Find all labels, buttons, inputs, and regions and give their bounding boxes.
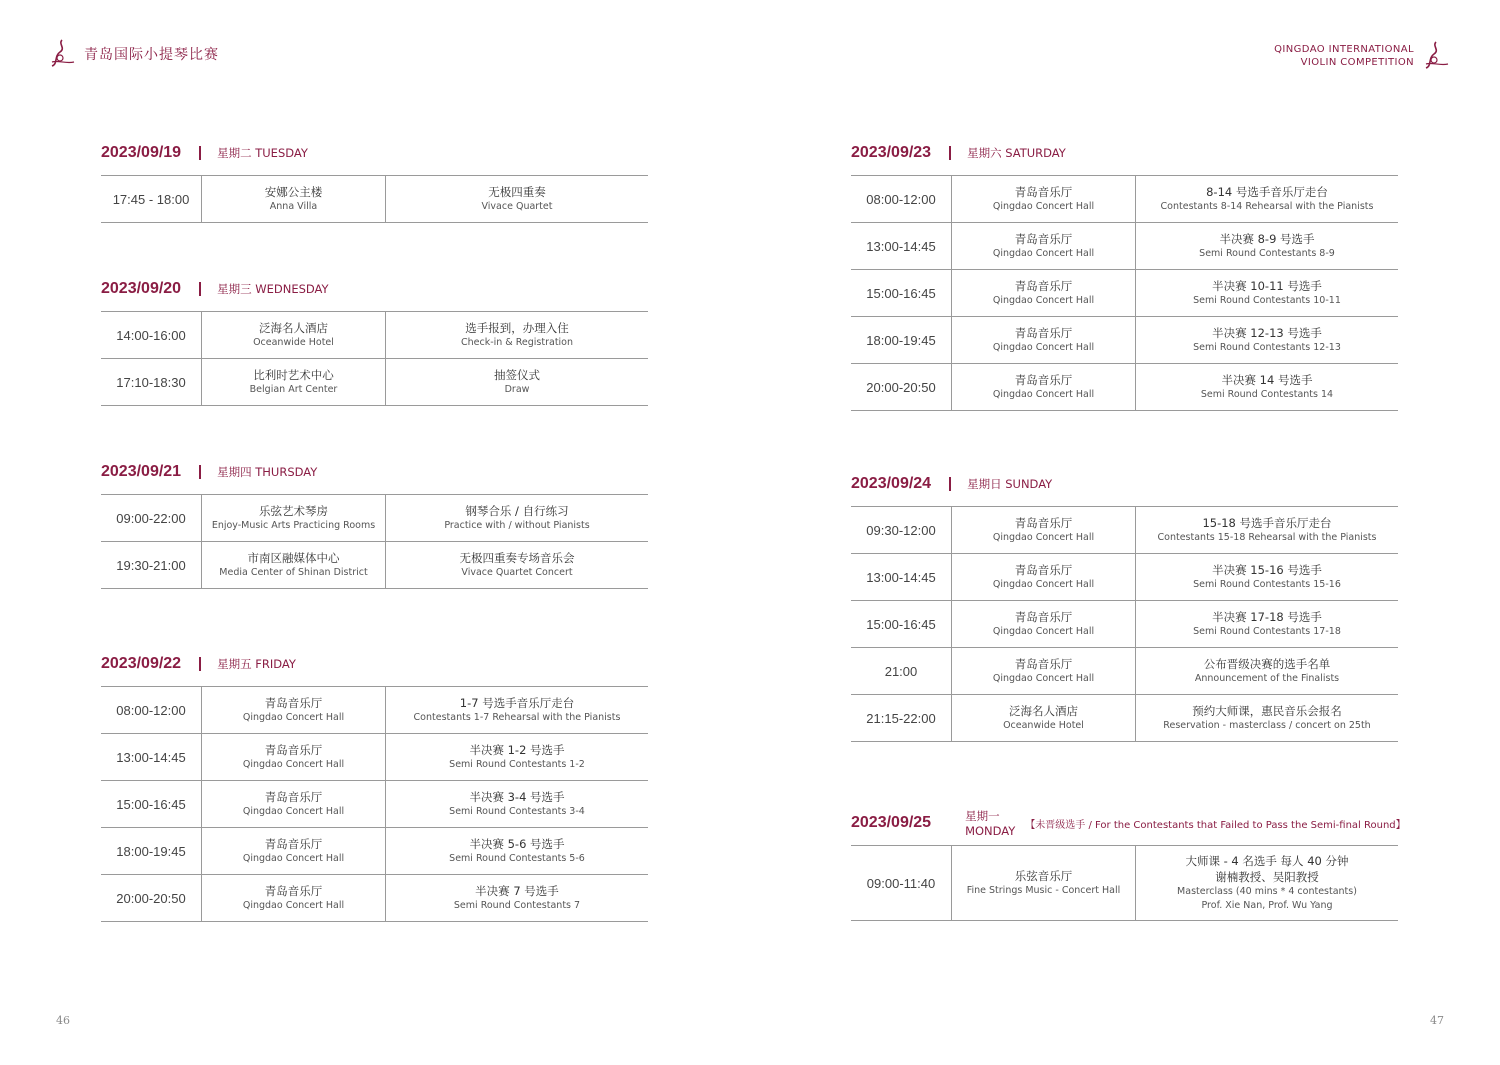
day-divider [199,465,201,479]
venue-cell [202,495,386,542]
day-block [101,276,648,406]
day-divider [949,477,951,491]
venue-en: Qingdao Concert Hall [992,673,1095,684]
schedule-table [101,686,648,922]
event-cell [386,176,649,223]
schedule-table [101,494,648,589]
competition-title-cn: 青岛国际小提琴比赛 [84,47,219,63]
venue-cell [952,270,1136,317]
event-en-2: Prof. Xie Nan, Prof. Wu Yang [1201,900,1333,911]
schedule-table [101,311,648,406]
event-en: Semi Round Contestants 12-13 [1193,342,1341,353]
event-cn: 半决赛 14 号选手 [1221,373,1313,387]
day-header [101,140,648,166]
day-note: 【未晋级选手 / For the Contestants that Failed to Pass the Semi-final Round】 [1025,819,1406,831]
event-cn: 半决赛 12-13 号选手 [1212,326,1322,340]
day-header [101,459,648,485]
venue-cn: 青岛音乐厅 [1014,563,1073,577]
schedule-row [851,317,1398,364]
event-cn: 半决赛 17-18 号选手 [1212,610,1322,624]
day-divider [199,282,201,296]
day-block [851,809,1406,921]
time-cell: 18:00-19:45 [851,317,952,364]
time-cell: 09:30-12:00 [851,507,952,554]
venue-cell [952,317,1136,364]
venue-cell [952,695,1136,742]
page-number-right: 47 [1430,1014,1444,1027]
schedule-table [851,845,1398,921]
day-header [101,651,648,677]
venue-en: Qingdao Concert Hall [992,626,1095,637]
event-cell [386,875,649,922]
schedule-row [101,359,648,406]
day-date: 2023/09/24 [851,475,932,492]
venue-en: Oceanwide Hotel [1003,720,1084,731]
event-cn: 半决赛 3-4 号选手 [469,790,565,804]
venue-cn: 泛海名人酒店 [1009,704,1078,718]
schedule-row [101,875,648,922]
time-cell: 21:15-22:00 [851,695,952,742]
venue-cell [202,875,386,922]
day-date: 2023/09/21 [101,463,182,480]
venue-cell [952,176,1136,223]
schedule-table [851,506,1398,742]
venue-cell [202,687,386,734]
schedule-row [101,176,648,223]
venue-cell [952,364,1136,411]
venue-en: Qingdao Concert Hall [992,579,1095,590]
venue-cn: 青岛音乐厅 [1014,610,1073,624]
event-cn: 选手报到，办理入住 [465,321,569,335]
event-cn: 大师课 - 4 名选手 每人 40 分钟 [1185,854,1349,868]
venue-en: Qingdao Concert Hall [242,759,345,770]
venue-en: Media Center of Shinan District [219,567,368,578]
venue-en: Qingdao Concert Hall [242,900,345,911]
schedule-row [851,601,1398,648]
event-cn: 公布晋级决赛的选手名单 [1203,657,1331,671]
event-en: Semi Round Contestants 3-4 [449,806,585,817]
venue-cn: 泛海名人酒店 [259,321,328,335]
event-cn: 半决赛 8-9 号选手 [1219,232,1315,246]
event-en: Contestants 8-14 Rehearsal with the Pianists [1160,201,1374,212]
venue-cn: 青岛音乐厅 [264,837,323,851]
schedule-row [851,554,1398,601]
venue-cell [952,507,1136,554]
schedule-row [101,495,648,542]
event-cell [1136,317,1399,364]
event-en: Practice with / without Pianists [444,520,590,531]
event-en: Semi Round Contestants 17-18 [1193,626,1341,637]
event-cn: 抽签仪式 [494,368,540,382]
venue-cn: 青岛音乐厅 [1014,279,1073,293]
schedule-table [851,175,1398,411]
venue-en: Oceanwide Hotel [253,337,334,348]
event-en: Semi Round Contestants 8-9 [1199,248,1335,259]
event-en: Check-in & Registration [460,337,574,348]
venue-en: Fine Strings Music - Concert Hall [966,885,1121,896]
event-cell [386,687,649,734]
event-cell [386,828,649,875]
venue-en: Qingdao Concert Hall [992,248,1095,259]
day-date: 2023/09/23 [851,144,932,161]
day-block [851,471,1398,742]
event-cn: 预约大师课，惠民音乐会报名 [1192,704,1342,718]
venue-en: Qingdao Concert Hall [992,201,1095,212]
event-cell [1136,695,1399,742]
time-cell: 13:00-14:45 [851,223,952,270]
time-cell: 15:00-16:45 [851,601,952,648]
venue-cell [202,176,386,223]
event-cell [1136,648,1399,695]
venue-cn: 青岛音乐厅 [1014,326,1073,340]
venue-en: Qingdao Concert Hall [992,342,1095,353]
venue-cn: 青岛音乐厅 [1014,516,1073,530]
venue-cn: 青岛音乐厅 [1014,657,1073,671]
day-weekday: 星期二 TUESDAY [217,146,308,160]
venue-en: Qingdao Concert Hall [992,389,1095,400]
event-cell [1136,270,1399,317]
venue-cell [202,828,386,875]
event-cn: 半决赛 10-11 号选手 [1212,279,1322,293]
venue-cn: 乐弦艺术琴房 [259,504,328,518]
day-date: 2023/09/25 [851,814,932,831]
event-cn: 无极四重奏专场音乐会 [459,551,575,565]
time-cell: 09:00-22:00 [101,495,202,542]
schedule-row [101,542,648,589]
time-cell: 19:30-21:00 [101,542,202,589]
brand-right [1274,40,1450,72]
event-en: Contestants 1-7 Rehearsal with the Pianists [413,712,621,723]
venue-cn: 市南区融媒体中心 [247,551,340,565]
venue-cn: 乐弦音乐厅 [1014,869,1073,883]
time-cell: 21:00 [851,648,952,695]
schedule-row [101,312,648,359]
day-weekday: 星期五 FRIDAY [217,657,296,671]
day-date: 2023/09/19 [101,144,182,161]
venue-cell [202,312,386,359]
venue-cell [952,846,1136,921]
venue-en: Anna Villa [269,201,318,212]
event-cell [386,734,649,781]
venue-cell [952,223,1136,270]
time-cell: 13:00-14:45 [101,734,202,781]
competition-title-en [1274,43,1414,69]
venue-cell [202,781,386,828]
venue-en: Qingdao Concert Hall [242,712,345,723]
event-en: Semi Round Contestants 15-16 [1193,579,1341,590]
venue-cn: 青岛音乐厅 [264,790,323,804]
event-cell [386,495,649,542]
venue-cn: 比利时艺术中心 [253,368,334,382]
time-cell: 20:00-20:50 [851,364,952,411]
venue-cell [952,648,1136,695]
day-weekday: 星期四 THURSDAY [217,465,318,479]
venue-en: Belgian Art Center [249,384,338,395]
venue-cn: 青岛音乐厅 [264,884,323,898]
venue-cell [952,601,1136,648]
day-date: 2023/09/20 [101,280,182,297]
day-header [851,809,1406,838]
event-cn: 1-7 号选手音乐厅走台 [459,696,575,710]
day-weekday: 星期三 WEDNESDAY [217,282,329,296]
event-en: Contestants 15-18 Rehearsal with the Pianists [1157,532,1377,543]
venue-cn: 青岛音乐厅 [1014,185,1073,199]
schedule-row [851,695,1398,742]
event-cell [386,312,649,359]
venue-cell [202,542,386,589]
event-en: Vivace Quartet Concert [461,567,573,578]
day-weekday: 星期六 SATURDAY [967,146,1066,160]
venue-en: Qingdao Concert Hall [992,532,1095,543]
brand-left [48,38,219,70]
event-cell [1136,223,1399,270]
schedule-row [851,223,1398,270]
event-cn: 半决赛 15-16 号选手 [1212,563,1322,577]
event-en: Draw [504,384,530,395]
venue-cn: 安娜公主楼 [264,185,323,199]
violin-logo-icon [48,38,76,70]
venue-cell [952,554,1136,601]
day-weekday: 星期一 MONDAY [965,809,1016,838]
time-cell: 20:00-20:50 [101,875,202,922]
venue-en: Qingdao Concert Hall [242,806,345,817]
time-cell: 18:00-19:45 [101,828,202,875]
event-cell [1136,364,1399,411]
schedule-row [101,734,648,781]
time-cell: 08:00-12:00 [101,687,202,734]
event-en: Masterclass (40 mins * 4 contestants) [1177,886,1357,897]
event-en: Vivace Quartet [481,201,553,212]
event-cell [386,359,649,406]
schedule-row [851,648,1398,695]
violin-logo-icon [1422,40,1450,72]
day-date: 2023/09/22 [101,655,182,672]
schedule-row [101,687,648,734]
venue-en: Qingdao Concert Hall [242,853,345,864]
day-header [851,140,1398,166]
event-cell [386,781,649,828]
day-block [101,651,648,922]
competition-title-en-line1: QINGDAO INTERNATIONAL [1274,44,1414,55]
time-cell: 13:00-14:45 [851,554,952,601]
event-cn: 半决赛 7 号选手 [475,884,559,898]
event-cell [1136,554,1399,601]
day-header [101,276,648,302]
event-cell [386,542,649,589]
schedule-row [851,270,1398,317]
event-cn: 8-14 号选手音乐厅走台 [1206,185,1328,199]
day-block [101,140,648,223]
event-cn: 半决赛 5-6 号选手 [469,837,565,851]
schedule-row [851,176,1398,223]
schedule-row [851,364,1398,411]
event-cn: 无极四重奏 [488,185,546,199]
day-divider [199,146,201,160]
event-cell [1136,601,1399,648]
day-weekday: 星期日 SUNDAY [967,477,1053,491]
schedule-table [101,175,648,223]
time-cell: 15:00-16:45 [101,781,202,828]
event-cell [1136,507,1399,554]
day-divider [949,146,951,160]
schedule-row [851,507,1398,554]
event-en: Semi Round Contestants 5-6 [449,853,585,864]
venue-cn: 青岛音乐厅 [1014,373,1073,387]
venue-cn: 青岛音乐厅 [264,743,323,757]
competition-title-en-line2: VIOLIN COMPETITION [1300,57,1414,68]
schedule-row [101,828,648,875]
event-en: Announcement of the Finalists [1194,673,1340,684]
event-cell [1136,176,1399,223]
venue-en: Enjoy-Music Arts Practicing Rooms [211,520,376,531]
day-block [851,140,1398,411]
schedule-row [851,846,1398,921]
day-header [851,471,1398,497]
day-block [101,459,648,589]
event-cn-2: 谢楠教授、吴阳教授 [1215,870,1319,884]
event-cn: 钢琴合乐 / 自行练习 [465,504,569,518]
event-en: Semi Round Contestants 1-2 [449,759,585,770]
time-cell: 17:10-18:30 [101,359,202,406]
event-en: Semi Round Contestants 7 [453,900,581,911]
event-cn: 半决赛 1-2 号选手 [469,743,565,757]
venue-cn: 青岛音乐厅 [264,696,323,710]
event-en: Semi Round Contestants 14 [1200,389,1334,400]
day-divider [199,657,201,671]
event-en: Semi Round Contestants 10-11 [1193,295,1341,306]
schedule-row [101,781,648,828]
venue-cn: 青岛音乐厅 [1014,232,1073,246]
venue-cell [202,359,386,406]
venue-cell [202,734,386,781]
time-cell: 17:45 - 18:00 [101,176,202,223]
event-en: Reservation - masterclass / concert on 25th [1163,720,1371,731]
time-cell: 09:00-11:40 [851,846,952,921]
time-cell: 14:00-16:00 [101,312,202,359]
page-number-left: 46 [56,1014,70,1027]
time-cell: 08:00-12:00 [851,176,952,223]
time-cell: 15:00-16:45 [851,270,952,317]
event-cell [1136,846,1399,921]
venue-en: Qingdao Concert Hall [992,295,1095,306]
event-cn: 15-18 号选手音乐厅走台 [1202,516,1332,530]
